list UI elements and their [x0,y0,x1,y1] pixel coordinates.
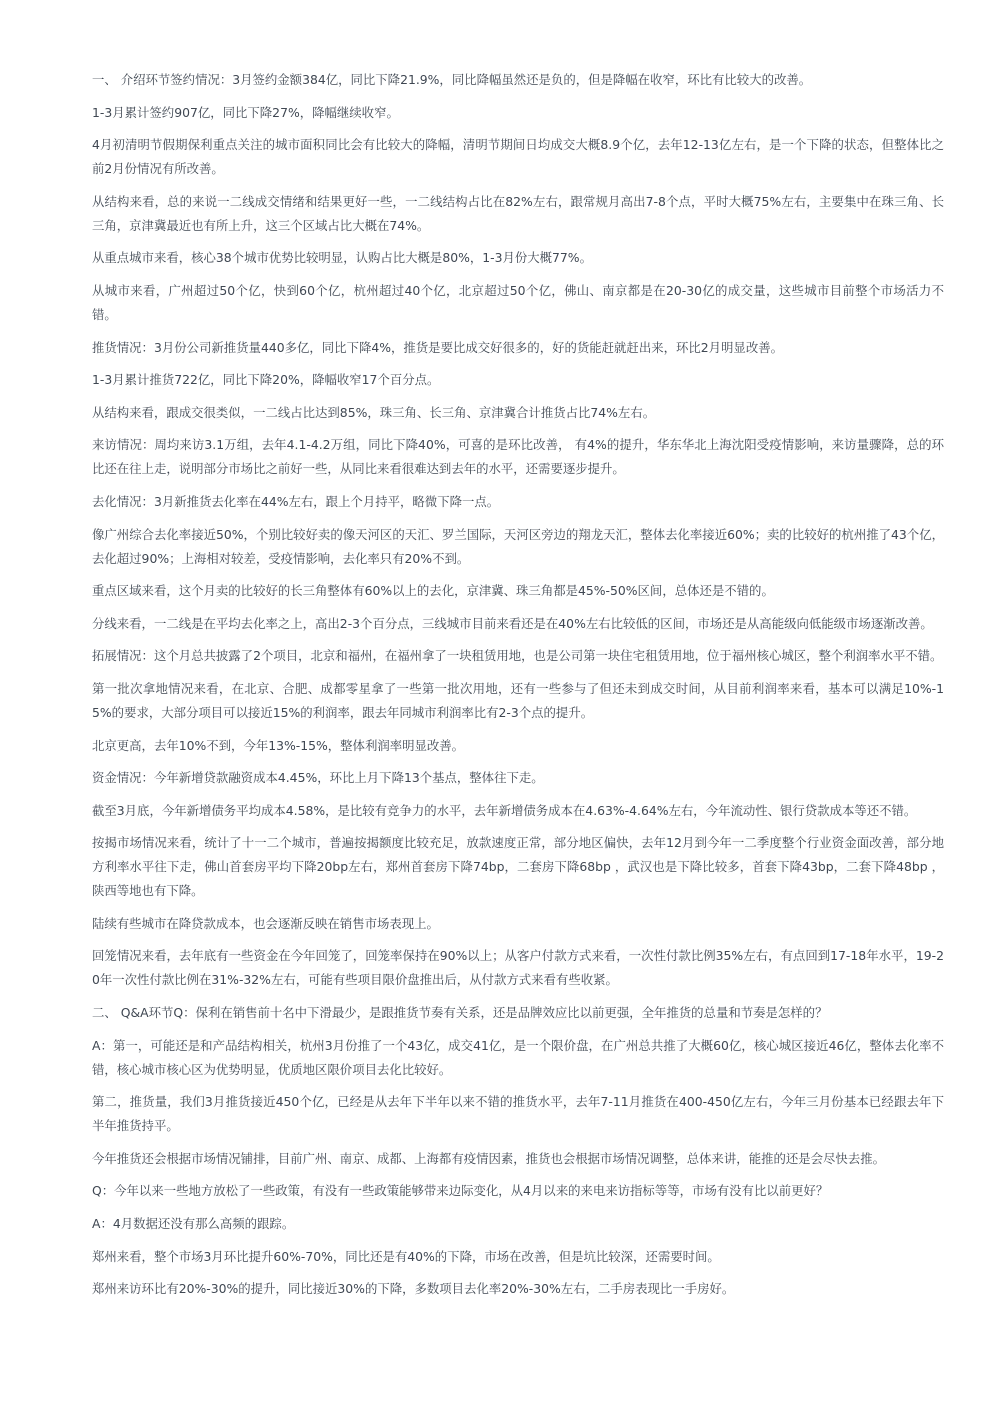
paragraph: 1-3月累计签约907亿，同比下降27%，降幅继续收窄。 [92,104,399,120]
paragraph: Q：今年以来一些地方放松了一些政策，有没有一些政策能够带来边际变化，从4月以来的来电来访指标等等，市场有没有比以前更好？ [92,1183,829,1199]
paragraph: 北京更高，去年10%不到，今年13%-15%，整体利润率明显改善。 [92,737,465,753]
paragraph: 4月初清明节假期保利重点关注的城市面积同比会有比较大的降幅，清明节期间日均成交大概8.9个亿，去年12-13亿左右，是一个下降的状态，但整体比之前2月份情况有所改善。 [92,137,944,177]
paragraph: 1-3月累计推货722亿，同比下降20%，降幅收窄17个百分点。 [92,372,440,388]
paragraph: 像广州综合去化率接近50%，个别比较好卖的像天河区的天汇、罗兰国际，天河区旁边的翔龙天汇，整体去化率接近60%；卖的比较好的杭州推了43个亿，去化超过90%；上海相对较差，受疫情影响，去化率只有20%不到。 [92,526,944,566]
paragraph: 截至3月底，今年新增债务平均成本4.58%，是比较有竞争力的水平，去年新增债务成本在4.63%-4.64%左右，今年流动性、银行贷款成本等还不错。 [92,802,917,818]
paragraph: 从城市来看，广州超过50个亿，快到60个亿，杭州超过40个亿，北京超过50个亿，佛山、南京都是在20-30亿的成交量，这些城市目前整个市场活力不错。 [92,282,944,322]
paragraph: 从结构来看，总的来说一二线成交情绪和结果更好一些，一二线结构占比在82%左右，跟常规月高出7-8个点，平时大概75%左右，主要集中在珠三角、长三角，京津冀最近也有所上升，这三个区域占比大概在74%。 [92,193,944,233]
paragraph: 一、 介绍环节签约情况：3月签约金额384亿，同比下降21.9%，同比降幅虽然还是负的，但是降幅在收窄，环比有比较大的改善。 [92,72,812,87]
paragraph: 郑州来看，整个市场3月环比提升60%-70%，同比还是有40%的下降，市场在改善，但是坑比较深，还需要时间。 [92,1248,720,1264]
document-body [92,68,944,1310]
paragraph: 第一批次拿地情况来看，在北京、合肥、成都零星拿了一些第一批次用地，还有一些参与了但还未到成交时间，从目前利润率来看，基本可以满足10%-15%的要求，大部分项目可以接近15%的利润率，跟去年同城市利润率比有2-3个点的提升。 [92,680,944,720]
paragraph: 从重点城市来看，核心38个城市优势比较明显，认购占比大概是80%，1-3月份大概77%。 [92,250,592,266]
paragraph: 来访情况：周均来访3.1万组，去年4.1-4.2万组，同比下降40%，可喜的是环比改善， 有4%的提升，华东华北上海沈阳受疫情影响，来访量骤降，总的环比还在往上走，说明部分市场比之前好一些，从同比来看很难达到去年的水平，还需要逐步提升。 [92,437,944,477]
paragraph: 二、 Q&A环节Q：保利在销售前十名中下滑最少，是跟推货节奏有关系，还是品牌效应比以前更强，全年推货的总量和节奏是怎样的？ [92,1005,828,1021]
paragraph: 资金情况：今年新增贷款融资成本4.45%，环比上月下降13个基点，整体往下走。 [92,770,544,786]
paragraph: 郑州来访环比有20%-30%的提升，同比接近30%的下降，多数项目去化率20%-30%左右，二手房表现比一手房好。 [92,1281,735,1297]
paragraph: 去化情况：3月新推货去化率在44%左右，跟上个月持平，略微下降一点。 [92,493,500,509]
paragraph: 拓展情况：这个月总共披露了2个项目，北京和福州，在福州拿了一块租赁用地，也是公司第一块住宅租赁用地，位于福州核心城区，整个利润率水平不错。 [92,648,943,664]
paragraph: A：4月数据还没有那么高频的跟踪。 [92,1216,295,1232]
paragraph: 推货情况：3月份公司新推货量440多亿，同比下降4%，推货是要比成交好很多的，好的货能赶就赶出来，环比2月明显改善。 [92,339,783,355]
paragraph: 回笼情况来看，去年底有一些资金在今年回笼了，回笼率保持在90%以上；从客户付款方式来看，一次性付款比例35%左右，有点回到17-18年水平，19-20年一次性付款比例在31%-32%左右，可能有些项目限价盘推出后，从付款方式来看有些收紧。 [92,948,944,988]
paragraph: 今年推货还会根据市场情况铺排，目前广州、南京、成都、上海都有疫情因素，推货也会根据市场情况调整，总体来讲，能推的还是会尽快去推。 [92,1150,885,1166]
paragraph: 陆续有些城市在降贷款成本，也会逐渐反映在销售市场表现上。 [92,915,439,931]
paragraph: A：第一，可能还是和产品结构相关，杭州3月份推了一个43亿，成交41亿，是一个限价盘，在广州总共推了大概60亿，核心城区接近46亿，整体去化率不错，核心城市核心区为优势明显，优质地区限价项目去化比较好。 [92,1037,944,1077]
paragraph: 按揭市场情况来看，统计了十一二个城市，普遍按揭额度比较充足，放款速度正常，部分地区偏快，去年12月到今年一二季度整个行业资金面改善，部分地方利率水平往下走，佛山首套房平均下降20bp左右，郑州首套房下降74bp，二套房下降68bp ，武汉也是下降比较多，首套下降43bp，二套下降48bp ，陕西等地也有下降。 [92,835,944,899]
paragraph: 分线来看，一二线是在平均去化率之上，高出2-3个百分点，三线城市目前来看还是在40%左右比较低的区间，市场还是从高能级向低能级市场逐渐改善。 [92,615,933,631]
paragraph: 第二，推货量，我们3月推货接近450个亿，已经是从去年下半年以来不错的推货水平，去年7-11月推货在400-450亿左右，今年三月份基本已经跟去年下半年推货持平。 [92,1094,944,1134]
paragraph: 从结构来看，跟成交很类似，一二线占比达到85%，珠三角、长三角、京津冀合计推货占比74%左右。 [92,404,656,420]
paragraph: 重点区域来看，这个月卖的比较好的长三角整体有60%以上的去化，京津冀、珠三角都是45%-50%区间，总体还是不错的。 [92,583,774,599]
